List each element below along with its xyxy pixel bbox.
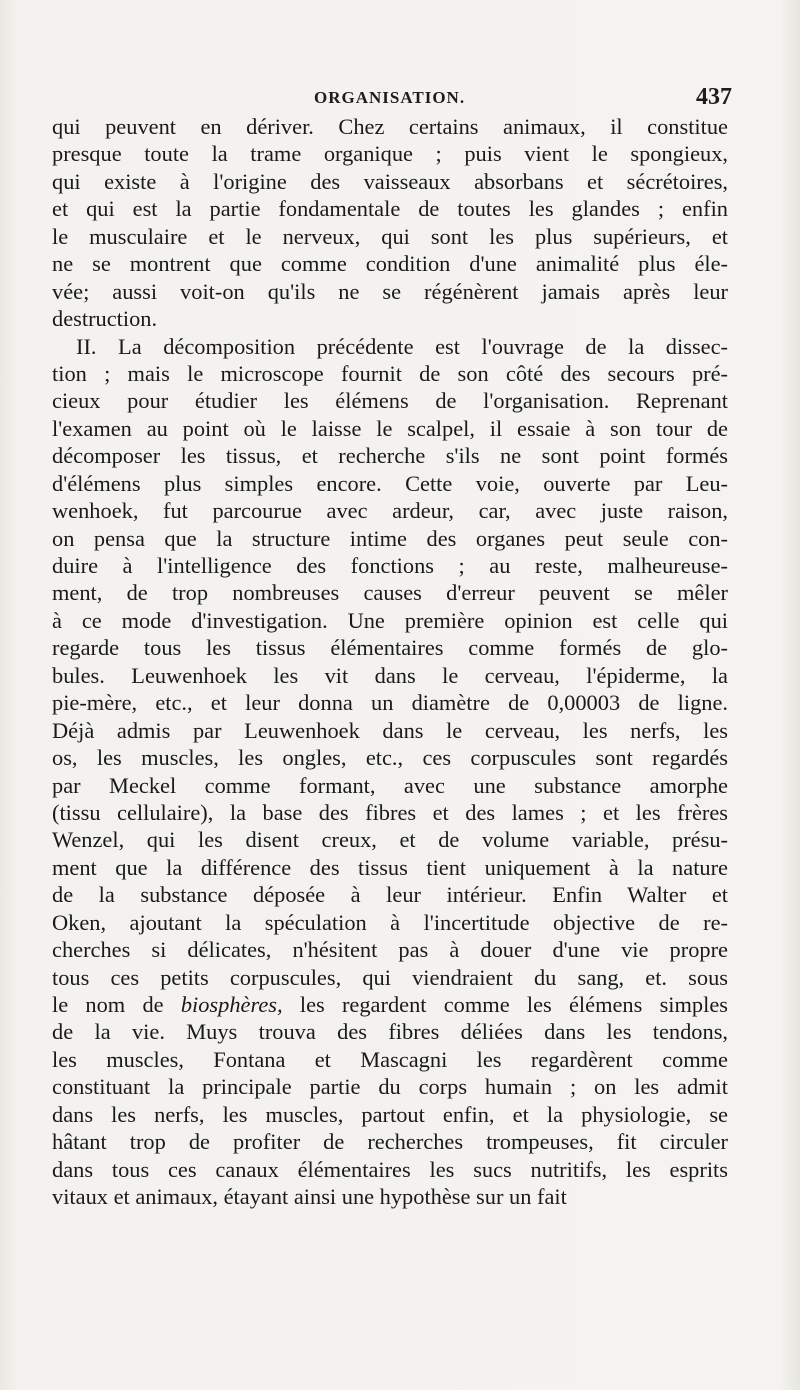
text-line: Oken, ajoutant la spéculation à l'incertitude objective de re- (52, 909, 728, 935)
text-line: Wenzel, qui les disent creux, et de volume variable, présu- (52, 827, 728, 853)
text-line: destruction. (52, 306, 158, 332)
text-line: dans tous ces canaux élémentaires les sucs nutritifs, les esprits (52, 1156, 728, 1182)
text-line: de la vie. Muys trouva des fibres déliées dans les tendons, (52, 1019, 728, 1045)
text-line: dans les nerfs, les muscles, partout enfin, et la physiologie, se (52, 1101, 728, 1127)
text-line: tous ces petits corpuscules, qui viendraient du sang, et. sous (52, 964, 728, 990)
text-line: cherches si délicates, n'hésitent pas à douer d'une vie propre (52, 937, 728, 963)
text-line: on pensa que la structure intime des organes peut seule con- (52, 525, 728, 551)
text-line: et qui est la partie fondamentale de toutes les glandes ; enfin (52, 196, 728, 222)
text-line: wenhoek, fut parcourue avec ardeur, car, avec juste raison, (52, 498, 728, 524)
text-line: vitaux et animaux, étayant ainsi une hypothèse sur un fait (52, 1184, 567, 1210)
text-line: à ce mode d'investigation. Une première opinion est celle qui (52, 607, 728, 633)
text-line: hâtant trop de profiter de recherches trompeuses, fit circuler (52, 1129, 728, 1155)
text-line: pie-mère, etc., et leur donna un diamètre de 0,00003 de ligne. (52, 690, 728, 716)
text-line: qui existe à l'origine des vaisseaux absorbans et sécrétoires, (52, 168, 728, 194)
text-line: l'examen au point où le laisse le scalpel, il essaie à son tour de (52, 415, 728, 441)
text-line: cieux pour étudier les élémens de l'organisation. Reprenant (52, 388, 728, 414)
running-head (52, 84, 732, 114)
text-line: le nom de biosphères, les regardent comme les élémens simples (52, 992, 728, 1017)
text-line: II. La décomposition précédente est l'ouvrage de la dissec- (76, 333, 728, 359)
text-line: duire à l'intelligence des fonctions ; au reste, malheureuse- (52, 553, 728, 578)
text-line: constituant la principale partie du corps humain ; on les admit (52, 1074, 728, 1100)
text-line: ment que la différence des tissus tient uniquement à la nature (52, 854, 728, 880)
running-title: ORGANISATION. (314, 88, 466, 107)
text-line: (tissu cellulaire), la base des fibres et des lames ; et les frères (52, 799, 728, 825)
text-line: ment, de trop nombreuses causes d'erreur peuvent se mêler (52, 580, 728, 606)
text-line: regarde tous les tissus élémentaires comme formés de glo- (52, 635, 728, 661)
text-line: ne se montrent que comme condition d'une animalité plus éle- (52, 251, 728, 277)
text-line: le musculaire et le nerveux, qui sont les plus supérieurs, et (52, 223, 728, 249)
text-line: os, les muscles, les ongles, etc., ces corpuscules sont regardés (52, 745, 728, 771)
page-number: 437 (696, 84, 732, 110)
text-line: presque toute la trame organique ; puis vient le spongieux, (52, 141, 728, 167)
text-line: par Meckel comme formant, avec une substance amorphe (52, 772, 728, 798)
text-line: les muscles, Fontana et Mascagni les regardèrent comme (52, 1046, 728, 1072)
text-line: qui peuvent en dériver. Chez certains animaux, il constitue (52, 114, 728, 139)
text-line: d'élémens plus simples encore. Cette voie, ouverte par Leu- (52, 470, 728, 496)
text-line: bules. Leuwenhoek les vit dans le cerveau, l'épiderme, la (52, 662, 728, 688)
text-line: de la substance déposée à leur intérieur. Enfin Walter et (52, 882, 728, 908)
text-line: vée; aussi voit-on qu'ils ne se régénèrent jamais après leur (52, 278, 728, 304)
text-line: décomposer les tissus, et recherche s'ils ne sont point formés (52, 443, 728, 469)
text-line: tion ; mais le microscope fournit de son côté des secours pré- (52, 360, 728, 386)
body-text (52, 113, 728, 1211)
text-line: Déjà admis par Leuwenhoek dans le cerveau, les nerfs, les (52, 717, 728, 743)
